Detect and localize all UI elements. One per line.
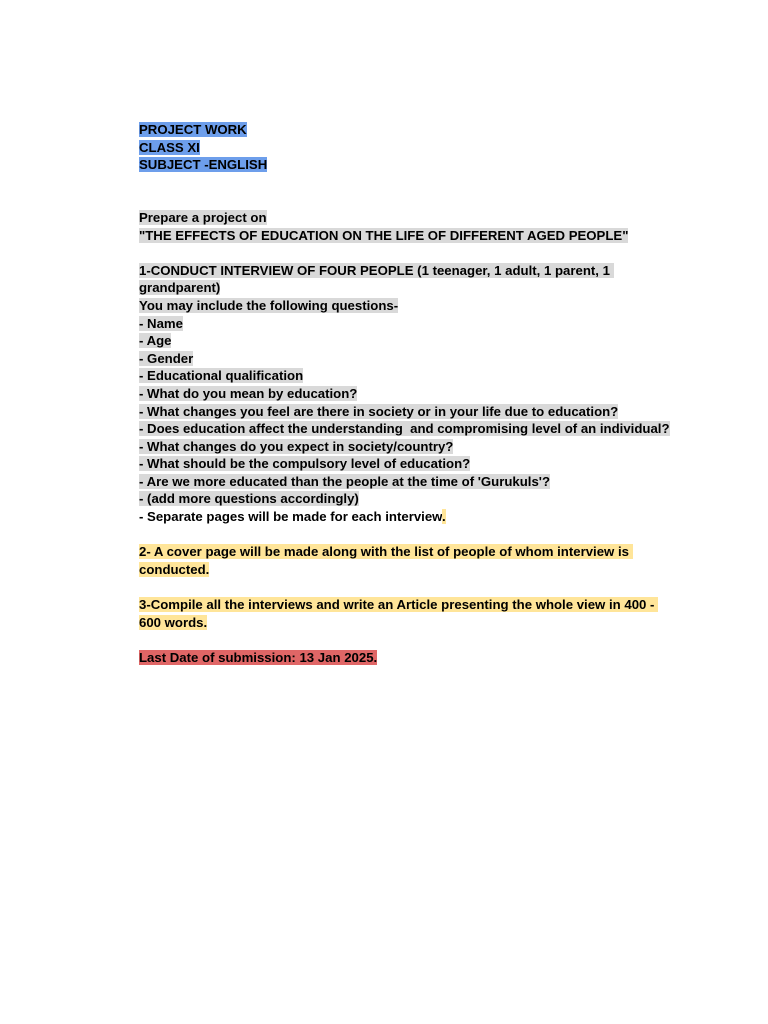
question-text: - (add more questions accordingly) xyxy=(139,491,359,507)
question-item xyxy=(139,367,679,385)
task1-note: - Separate pages will be made for each interview xyxy=(139,509,442,525)
question-text: - What do you mean by education? xyxy=(139,385,358,401)
question-text: - Age xyxy=(139,333,172,349)
intro-topic: "THE EFFECTS OF EDUCATION ON THE LIFE OF DIFFERENT AGED PEOPLE" xyxy=(139,227,629,243)
question-text: - Does education affect the understanding and compromising level of an individual? xyxy=(139,421,670,437)
task1-note-line xyxy=(139,508,679,526)
header-subject: SUBJECT -ENGLISH xyxy=(139,157,268,173)
intro-prepare-line xyxy=(139,209,679,227)
task1-note-period: . xyxy=(441,509,446,525)
header-title: PROJECT WORK xyxy=(139,122,247,137)
question-item xyxy=(139,473,679,491)
task1-heading-line xyxy=(139,262,679,297)
question-item xyxy=(139,455,679,473)
question-text: - Name xyxy=(139,315,183,331)
header-class: CLASS XI xyxy=(139,139,200,155)
question-item xyxy=(139,438,679,456)
question-item xyxy=(139,332,679,350)
spacer xyxy=(139,174,679,209)
question-text: - Educational qualification xyxy=(139,368,304,384)
task3-line xyxy=(139,596,679,631)
question-text: - What changes you feel are there in society or in your life due to education? xyxy=(139,403,619,419)
question-item xyxy=(139,420,679,438)
header-title-line xyxy=(139,121,679,139)
question-item xyxy=(139,403,679,421)
task2-line xyxy=(139,543,679,578)
question-item xyxy=(139,385,679,403)
deadline-line xyxy=(139,649,679,667)
header-class-line xyxy=(139,139,679,157)
question-text: - Are we more educated than the people at the time of 'Gurukuls'? xyxy=(139,473,550,489)
header-subject-line xyxy=(139,156,679,174)
question-item xyxy=(139,315,679,333)
spacer xyxy=(139,631,679,649)
question-text: - Gender xyxy=(139,350,194,366)
task1-heading: 1-CONDUCT INTERVIEW OF FOUR PEOPLE (1 teenager, 1 adult, 1 parent, 1 grandparent) xyxy=(139,262,614,296)
question-text: - What changes do you expect in society/country? xyxy=(139,438,454,454)
intro-prepare: Prepare a project on xyxy=(139,209,267,225)
deadline-text: Last Date of submission: 13 Jan 2025. xyxy=(139,649,378,665)
intro-topic-line xyxy=(139,227,679,245)
spacer xyxy=(139,526,679,544)
task1-lead: You may include the following questions- xyxy=(139,297,399,313)
task2-text: 2- A cover page will be made along with the list of people of whom interview is conducted. xyxy=(139,544,633,577)
spacer xyxy=(139,578,679,596)
document-page xyxy=(139,121,679,666)
question-item xyxy=(139,490,679,508)
spacer xyxy=(139,244,679,262)
question-text: - What should be the compulsory level of education? xyxy=(139,456,471,472)
question-item xyxy=(139,350,679,368)
task3-text: 3-Compile all the interviews and write an Article presenting the whole view in 400 - 600 words. xyxy=(139,597,659,630)
question-list xyxy=(139,315,679,509)
task1-lead-line xyxy=(139,297,679,315)
